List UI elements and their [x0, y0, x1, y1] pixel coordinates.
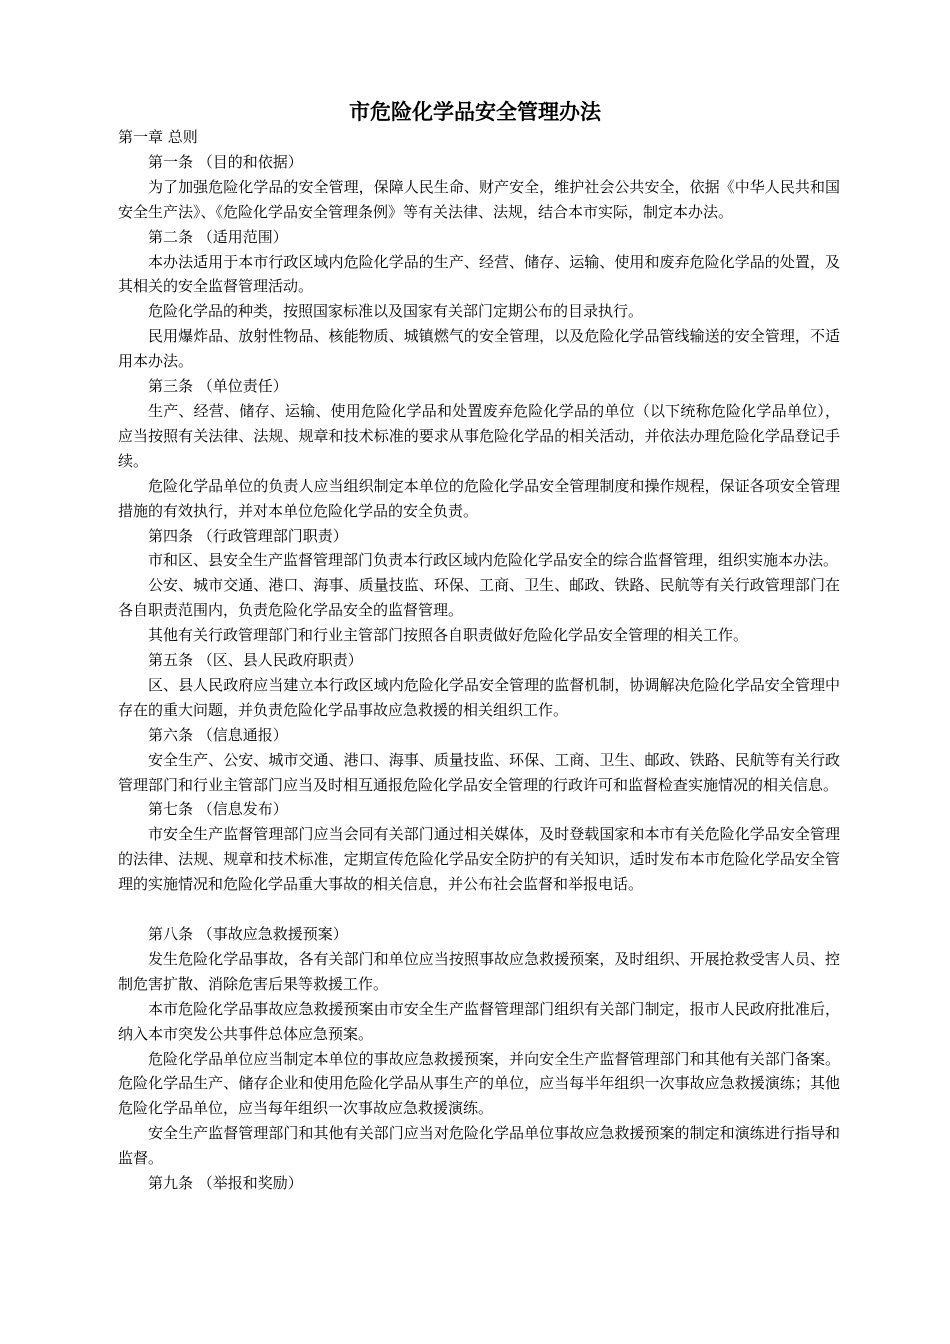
article-heading: 第七条 （信息发布） — [148, 800, 288, 819]
paragraph: 市安全生产监督管理部门应当会同有关部门通过相关媒体，及时登载国家和本市有关危险化学品安全管理的法律、法规、规章和技术标准，定期宣传危险化学品安全防护的有关知识，适时发布本市危险化学品安全管理的实施情况和危险化学品重大事故的相关信息，并公布社会监督和举报电话。 — [118, 825, 840, 894]
article-heading: 第二条 （适用范围） — [148, 227, 288, 246]
paragraph: 民用爆炸品、放射性物品、核能物质、城镇燃气的安全管理，以及危险化学品管线输送的安全管理，不适用本办法。 — [118, 327, 840, 371]
paragraph: 危险化学品单位的负责人应当组织制定本单位的危险化学品安全管理制度和操作规程，保证各项安全管理措施的有效执行，并对本单位危险化学品的安全负责。 — [118, 476, 840, 520]
paragraph: 其他有关行政管理部门和行业主管部门按照各自职责做好危险化学品安全管理的相关工作。 — [148, 626, 749, 645]
article-heading: 第六条 （信息通报） — [148, 725, 288, 744]
paragraph: 生产、经营、储存、运输、使用危险化学品和处置废弃危险化学品的单位（以下统称危险化学品单位），应当按照有关法律、法规、规章和技术标准的要求从事危险化学品的相关活动，并依法办理危险化学品登记手续。 — [118, 401, 840, 470]
paragraph: 公安、城市交通、港口、海事、质量技监、环保、工商、卫生、邮政、铁路、民航等有关行政管理部门在各自职责范围内，负责危险化学品安全的监督管理。 — [118, 576, 840, 620]
paragraph: 区、县人民政府应当建立本行政区域内危险化学品安全管理的监督机制，协调解决危险化学品安全管理中存在的重大问题，并负责危险化学品事故应急救援的相关组织工作。 — [118, 675, 840, 719]
paragraph: 本市危险化学品事故应急救援预案由市安全生产监督管理部门组织有关部门制定，报市人民政府批准后，纳入本市突发公共事件总体应急预案。 — [118, 999, 840, 1043]
paragraph: 危险化学品单位应当制定本单位的事故应急救援预案，并向安全生产监督管理部门和其他有关部门备案。危险化学品生产、储存企业和使用危险化学品从事生产的单位，应当每半年组织一次事故应急救援演练；其他危险化学品单位，应当每年组织一次事故应急救援演练。 — [118, 1049, 840, 1118]
paragraph: 本办法适用于本市行政区域内危险化学品的生产、经营、储存、运输、使用和废弃危险化学品的处置，及其相关的安全监督管理活动。 — [118, 252, 840, 296]
article-heading: 第八条 （事故应急救援预案） — [148, 924, 348, 943]
blank-line — [118, 897, 840, 922]
article-heading: 第四条 （行政管理部门职责） — [148, 526, 348, 545]
paragraph: 安全生产监督管理部门和其他有关部门应当对危险化学品单位事故应急救援预案的制定和演练进行指导和监督。 — [118, 1124, 840, 1168]
article-heading: 第九条 （举报和奖励） — [148, 1174, 303, 1193]
article-heading: 第三条 （单位责任） — [148, 377, 288, 396]
paragraph: 发生危险化学品事故，各有关部门和单位应当按照事故应急救援预案，及时组织、开展抢救受害人员、控制危害扩散、消除危害后果等救援工作。 — [118, 949, 840, 993]
paragraph: 市和区、县安全生产监督管理部门负责本行政区域内危险化学品安全的综合监督管理，组织实施本办法。 — [148, 551, 839, 570]
document-body — [118, 125, 840, 1196]
article-heading: 第五条 （区、县人民政府职责） — [148, 651, 363, 670]
paragraph: 安全生产、公安、城市交通、港口、海事、质量技监、环保、工商、卫生、邮政、铁路、民航等有关行政管理部门和行业主管部门应当及时相互通报危险化学品安全管理的行政许可和监督检查实施情况的相关信息。 — [118, 750, 840, 794]
chapter-heading: 第一章 总则 — [118, 128, 198, 146]
paragraph: 为了加强危险化学品的安全管理，保障人民生命、财产安全，维护社会公共安全，依据《中华人民共和国安全生产法》、《危险化学品安全管理条例》等有关法律、法规，结合本市实际，制定本办法。 — [118, 177, 840, 221]
paragraph: 危险化学品的种类，按照国家标准以及国家有关部门定期公布的目录执行。 — [148, 302, 644, 321]
document-title: 市危险化学品安全管理办法 — [349, 100, 601, 124]
article-heading: 第一条 （目的和依据） — [148, 152, 303, 171]
